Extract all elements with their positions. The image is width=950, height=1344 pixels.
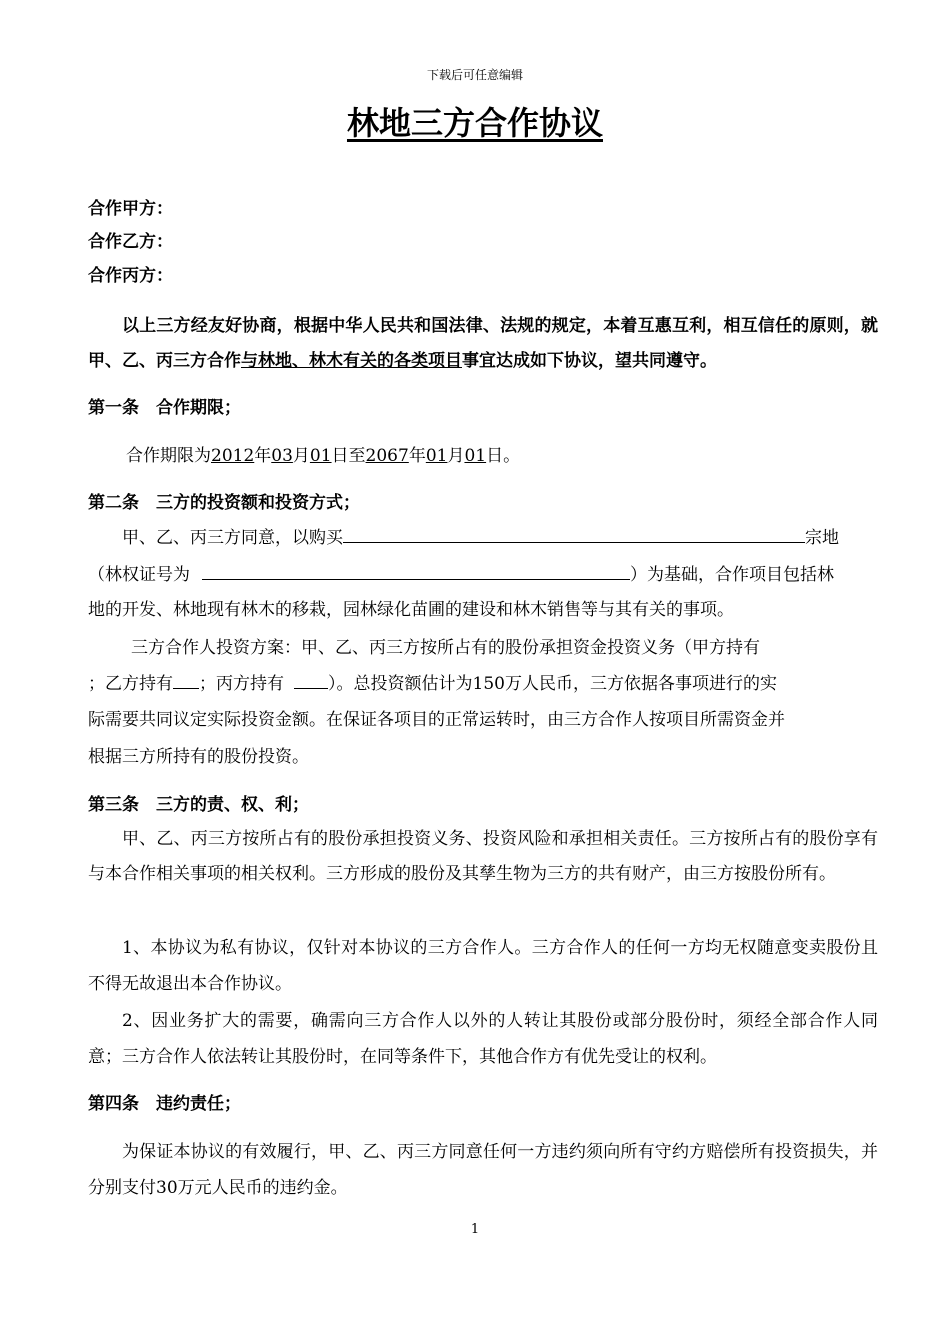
article3-clause1: 1、本协议为私有协议，仅针对本协议的三方合作人。三方合作人的任何一方均无权随意变卖股份且不得无故退出本合作协议。 bbox=[88, 938, 878, 994]
party-c: 合作丙方： bbox=[88, 266, 173, 286]
parcel-unit: 宗地 bbox=[805, 528, 839, 548]
article3-clause2: 2、因业务扩大的需要，确需向三方合作人以外的人转让其股份或部分股份时，须经全部合作人同意；三方合作人依法转让其股份时，在同等条件下，其他合作方有优先受让的权利。 bbox=[88, 1011, 878, 1067]
intro-text-post: 事宜达成如下协议，望共同遵守。 bbox=[462, 351, 717, 371]
intro-text-underlined: 与林地、林木有关的各类项目 bbox=[241, 351, 462, 371]
start-day: 01 bbox=[309, 446, 332, 466]
intro-paragraph bbox=[88, 309, 878, 379]
article2-line1 bbox=[88, 520, 878, 555]
term-text-3: 月 bbox=[292, 446, 310, 466]
intro-text-pre: 以上三方经友好协商，根据中华人民共和国法律、法规的规定，本着互惠互利，相互信任的原则，就甲、乙、丙三方合作 bbox=[88, 316, 878, 371]
document-title-text: 林地三方合作协议 bbox=[346, 104, 603, 142]
party-a: 合作甲方： bbox=[88, 199, 173, 219]
article4-paragraph: 为保证本协议的有效履行，甲、乙、丙三方同意任何一方违约须向所有守约方赔偿所有投资损失，并分别支付30万元人民币的违约金。 bbox=[88, 1142, 878, 1198]
term-text-7: 日。 bbox=[486, 446, 521, 466]
article1-term bbox=[88, 439, 878, 473]
share-b-blank bbox=[173, 666, 199, 689]
article3-paragraph1: 甲、乙、丙三方按所占有的股份承担投资义务、投资风险和承担相关责任。三方按所占有的股份享有与本合作相关事项的相关权利。三方形成的股份及其孳生物为三方的共有财产，由三方按股份所有。 bbox=[88, 829, 878, 884]
share-c-text: ；丙方持有 bbox=[199, 674, 284, 694]
term-text-1: 合作期限为 bbox=[126, 446, 211, 466]
start-year: 2012 bbox=[211, 446, 255, 466]
article2-line3: 地的开发、林地现有林木的移栽，园林绿化苗圃的建设和林木销售等与其有关的事项。 bbox=[88, 600, 734, 620]
article2-p2-line4: 根据三方所持有的股份投资。 bbox=[88, 747, 309, 767]
article1-heading: 第一条 合作期限； bbox=[88, 398, 241, 418]
certificate-post-text: ）为基础，合作项目包括林 bbox=[630, 565, 834, 585]
document-title bbox=[0, 98, 950, 144]
end-year: 2067 bbox=[365, 446, 409, 466]
term-text-5: 年 bbox=[408, 446, 426, 466]
party-b: 合作乙方： bbox=[88, 232, 173, 252]
start-month: 03 bbox=[271, 446, 293, 466]
parcel-blank bbox=[343, 520, 805, 543]
end-day: 01 bbox=[464, 446, 487, 466]
share-b-text: ；乙方持有 bbox=[88, 674, 173, 694]
term-text-4: 日至 bbox=[331, 446, 366, 466]
page-header-note: 下载后可任意编辑 bbox=[426, 68, 523, 82]
term-text-2: 年 bbox=[254, 446, 272, 466]
article2-heading: 第二条 三方的投资额和投资方式； bbox=[88, 493, 360, 513]
article2-line2 bbox=[88, 557, 878, 592]
article2-p2-line3: 际需要共同议定实际投资金额。在保证各项目的正常运转时，由三方合作人按项目所需资金并 bbox=[88, 710, 785, 730]
article3-heading: 第三条 三方的责、权、利； bbox=[88, 795, 309, 815]
article2-p2-line1: 三方合作人投资方案：甲、乙、丙三方按所占有的股份承担资金投资义务（甲方持有 bbox=[131, 638, 760, 658]
term-text-6: 月 bbox=[447, 446, 465, 466]
certificate-number-blank bbox=[202, 557, 630, 580]
certificate-text: （林权证号为 bbox=[88, 565, 190, 585]
share-c-blank bbox=[294, 666, 328, 689]
investment-total-text: ）。总投资额估计为150万人民币，三方依据各事项进行的实 bbox=[328, 674, 777, 694]
page-number: 1 bbox=[470, 1222, 480, 1237]
article2-p2-line2 bbox=[88, 666, 878, 701]
article4-heading: 第四条 违约责任； bbox=[88, 1094, 241, 1114]
end-month: 01 bbox=[425, 446, 448, 466]
purchase-text: 甲、乙、丙三方同意，以购买 bbox=[122, 528, 343, 548]
